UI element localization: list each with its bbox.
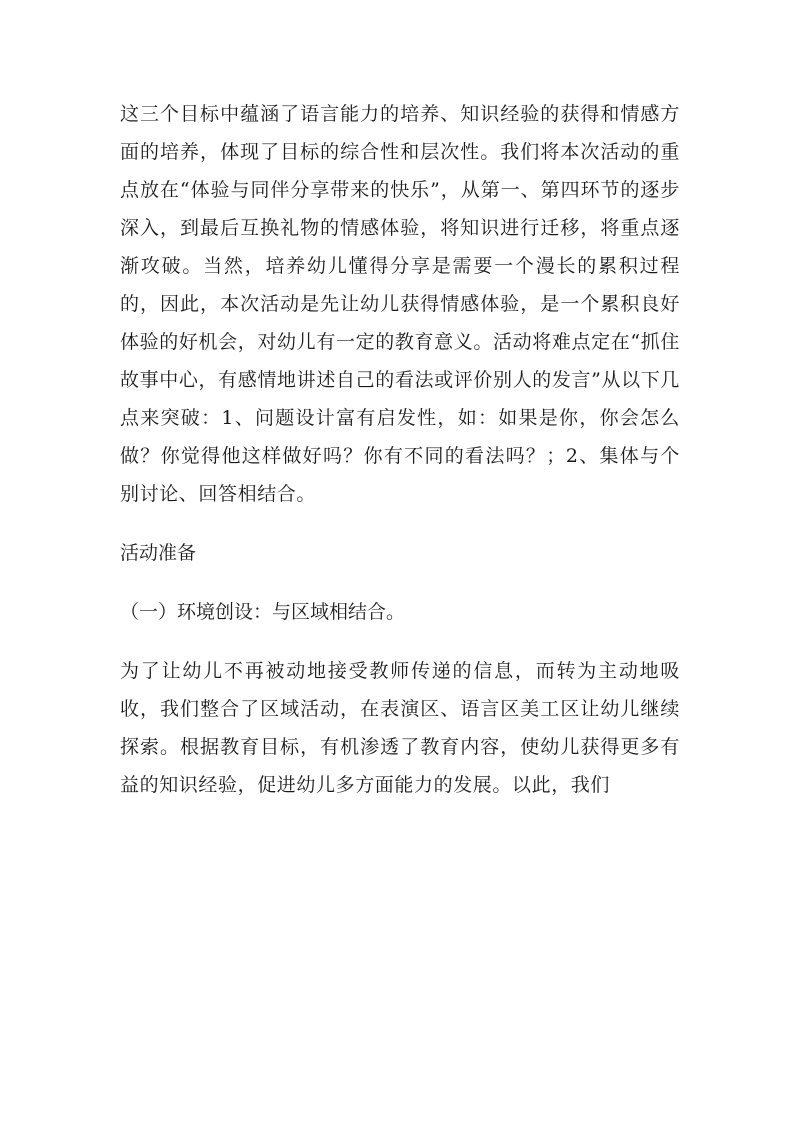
paragraph-environment-details: 为了让幼儿不再被动地接受教师传递的信息，而转为主动地吸收，我们整合了区域活动，在表演区、语言区美工区让幼儿继续探索。根据教育目标，有机渗透了教育内容，使幼儿获得更多有益的知识经验，促进幼儿多方面能力的发展。以此，我们 xyxy=(120,660,680,796)
document-body xyxy=(120,95,680,804)
paragraph-goals-analysis: 这三个目标中蕴涵了语言能力的培养、知识经验的获得和情感方面的培养，体现了目标的综合性和层次性。我们将本次活动的重点放在“体验与同伴分享带来的快乐”，从第一、第四环节的逐步深入，到最后互换礼物的情感体验，将知识进行迁移，将重点逐渐攻破。当然，培养幼儿懂得分享是需要一个漫长的累积过程的，因此，本次活动是先让幼儿获得情感体验，是一个累积良好体验的好机会，对幼儿有一定的教育意义。活动将难点定在“抓住故事中心，有感情地讲述自己的看法或评价别人的发言”从以下几点来突破：1、问题设计富有启发性，如：如果是你，你会怎么做？你觉得他这样做好吗？你有不同的看法吗？；2、集体与个别讨论、回答相结合。 xyxy=(120,103,680,505)
section-heading-activity-preparation: 活动准备 xyxy=(120,542,197,564)
subsection-heading-environment: （一）环境创设：与区域相结合。 xyxy=(120,601,406,623)
